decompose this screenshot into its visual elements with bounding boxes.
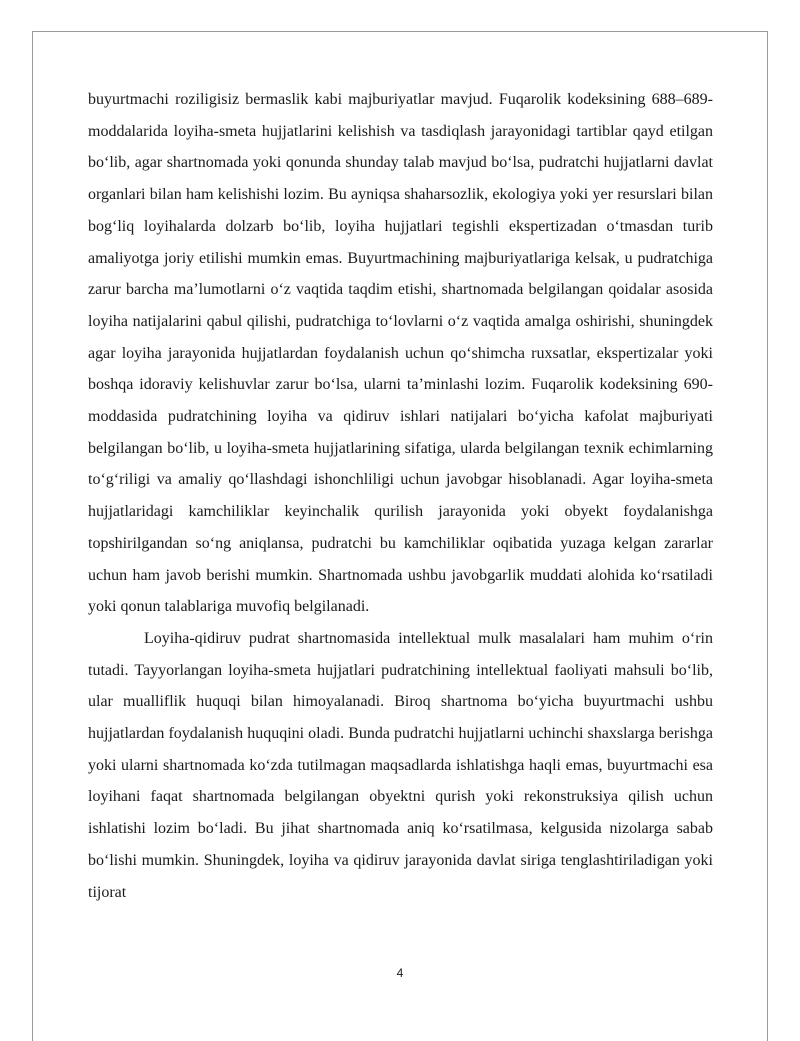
- document-body: [88, 84, 713, 908]
- paragraph-2: Loyiha-qidiruv pudrat shartnomasida intellektual mulk masalalari ham muhim o‘rin tutadi. Tayyorlangan loyiha-smeta hujjatlari pudratchining intellektual faoliyati mahsuli bo‘lib, ular mualliflik huquqi bilan himoyalanadi. Biroq shartnoma bo‘yicha buyurtmachi ushbu hujjatlardan foydalanish huquqini oladi. Bunda pudratchi hujjatlarni uchinchi shaxslarga berishga yoki ularni shartnomada ko‘zda tutilmagan maqsadlarda ishlatishga haqli emas, buyurtmachi esa loyihani faqat shartnomada belgilangan obyektni qurish yoki rekonstruksiya qilish uchun ishlatishi lozim bo‘ladi. Bu jihat shartnomada aniq ko‘rsatilmasa, kelgusida nizolarga sabab bo‘lishi mumkin. Shuningdek, loyiha va qidiruv jarayonida davlat siriga tenglashtiriladigan yoki tijorat: [88, 629, 713, 901]
- page-number: 4: [396, 966, 404, 980]
- paragraph-1: buyurtmachi roziligisiz bermaslik kabi majburiyatlar mavjud. Fuqarolik kodeksining 688–689-moddalarida loyiha-smeta hujjatlarini kelishish va tasdiqlash jarayonidagi tartiblar qayd etilgan bo‘lib, agar shartnomada yoki qonunda shunday talab mavjud bo‘lsa, pudratchi hujjatlarni davlat organlari bilan ham kelishishi lozim. Bu ayniqsa shaharsozlik, ekologiya yoki yer resurslari bilan bog‘liq loyihalarda dolzarb bo‘lib, loyiha hujjatlari tegishli ekspertizadan o‘tmasdan turib amaliyotga joriy etilishi mumkin emas. Buyurtmachining majburiyatlariga kelsak, u pudratchiga zarur barcha ma’lumotlarni o‘z vaqtida taqdim etishi, shartnomada belgilangan qoidalar asosida loyiha natijalarini qabul qilishi, pudratchiga to‘lovlarni o‘z vaqtida amalga oshirishi, shuningdek agar loyiha jarayonida hujjatlardan foydalanish uchun qo‘shimcha ruxsatlar, ekspertizalar yoki boshqa idoraviy kelishuvlar zarur bo‘lsa, ularni ta’minlashi lozim. Fuqarolik kodeksining 690-moddasida pudratchining loyiha va qidiruv ishlari natijalari bo‘yicha kafolat majburiyati belgilangan bo‘lib, u loyiha-smeta hujjatlarining sifatiga, ularda belgilangan texnik echimlarning to‘g‘riligi va amaliy qo‘llashdagi ishonchliligi uchun javobgar hisoblanadi. Agar loyiha-smeta hujjatlaridagi kamchiliklar keyinchalik qurilish jarayonida yoki obyekt foydalanishga topshirilgandan so‘ng aniqlansa, pudratchi bu kamchiliklar oqibatida yuzaga kelgan zararlar uchun ham javob berishi mumkin. Shartnomada ushbu javobgarlik muddati alohida ko‘rsatiladi yoki qonun talablariga muvofiq belgilanadi.: [88, 91, 713, 616]
